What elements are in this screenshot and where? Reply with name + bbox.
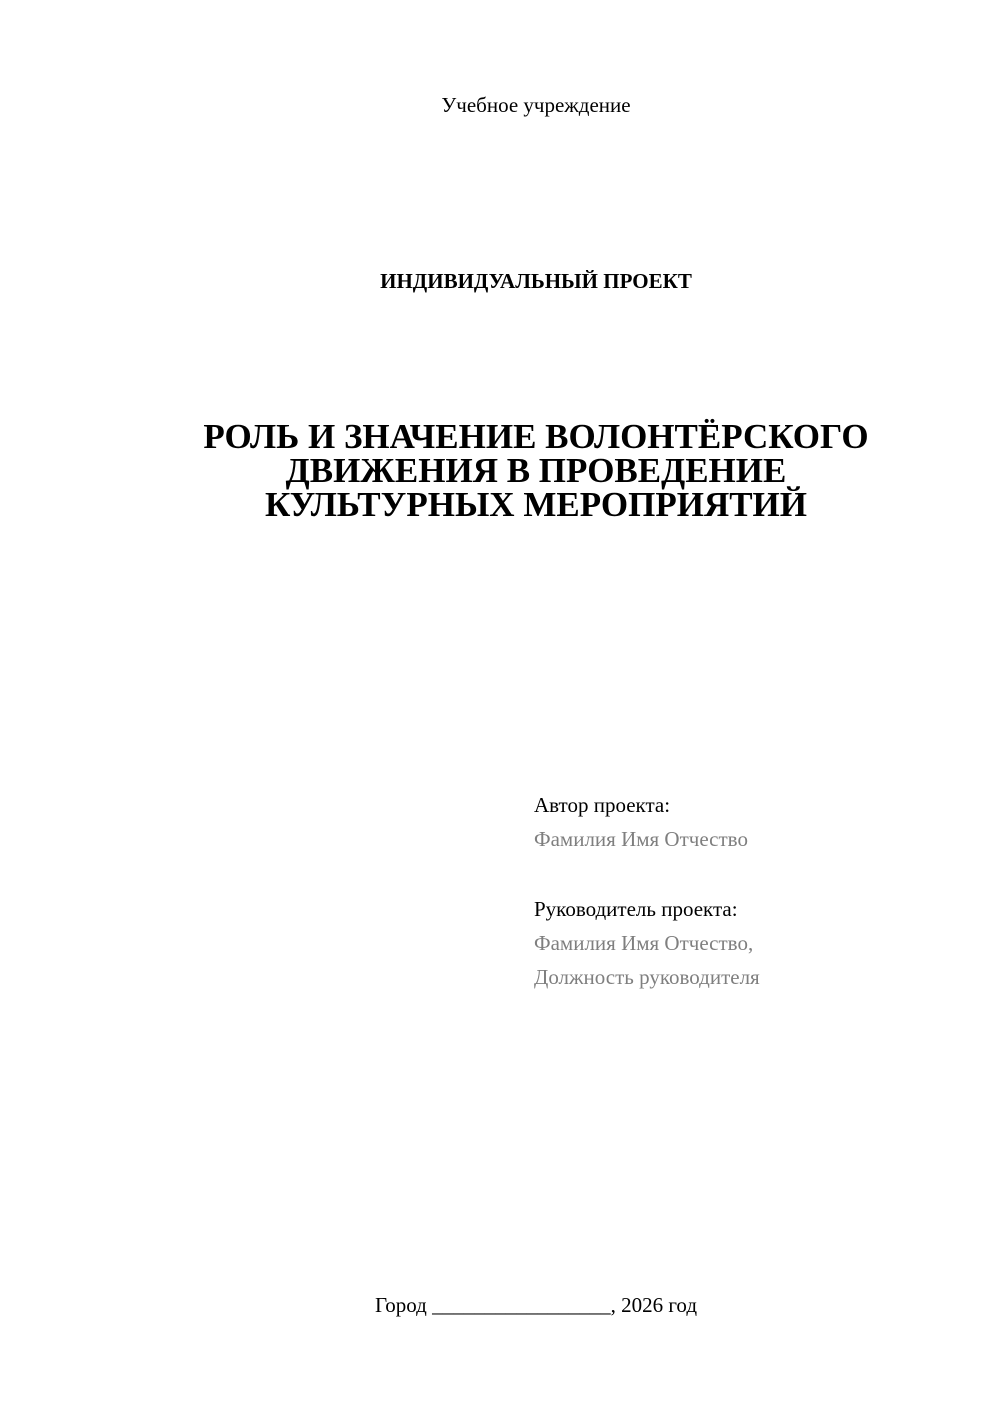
institution-name: Учебное учреждение	[441, 93, 631, 117]
document-type-heading: ИНДИВИДУАЛЬНЫЙ ПРОЕКТ	[380, 269, 692, 293]
project-title-line: КУЛЬТУРНЫХ МЕРОПРИЯТИЙ	[264, 485, 808, 524]
project-title-line: РОЛЬ И ЗНАЧЕНИЕ ВОЛОНТЁРСКОГО	[203, 417, 869, 456]
spacer	[534, 856, 954, 892]
project-title-line: ДВИЖЕНИЯ В ПРОВЕДЕНИЕ	[285, 451, 787, 490]
supervisor-label: Руководитель проекта:	[534, 897, 738, 921]
supervisor-name-placeholder: Фамилия Имя Отчество,	[534, 931, 754, 955]
credits-block	[534, 788, 954, 994]
author-name-placeholder: Фамилия Имя Отчество	[534, 827, 748, 851]
project-title	[120, 417, 952, 524]
supervisor-position-placeholder: Должность руководителя	[534, 965, 760, 989]
author-label: Автор проекта:	[534, 793, 671, 817]
city-year-line: Город _________________, 2026 год	[374, 1293, 698, 1317]
